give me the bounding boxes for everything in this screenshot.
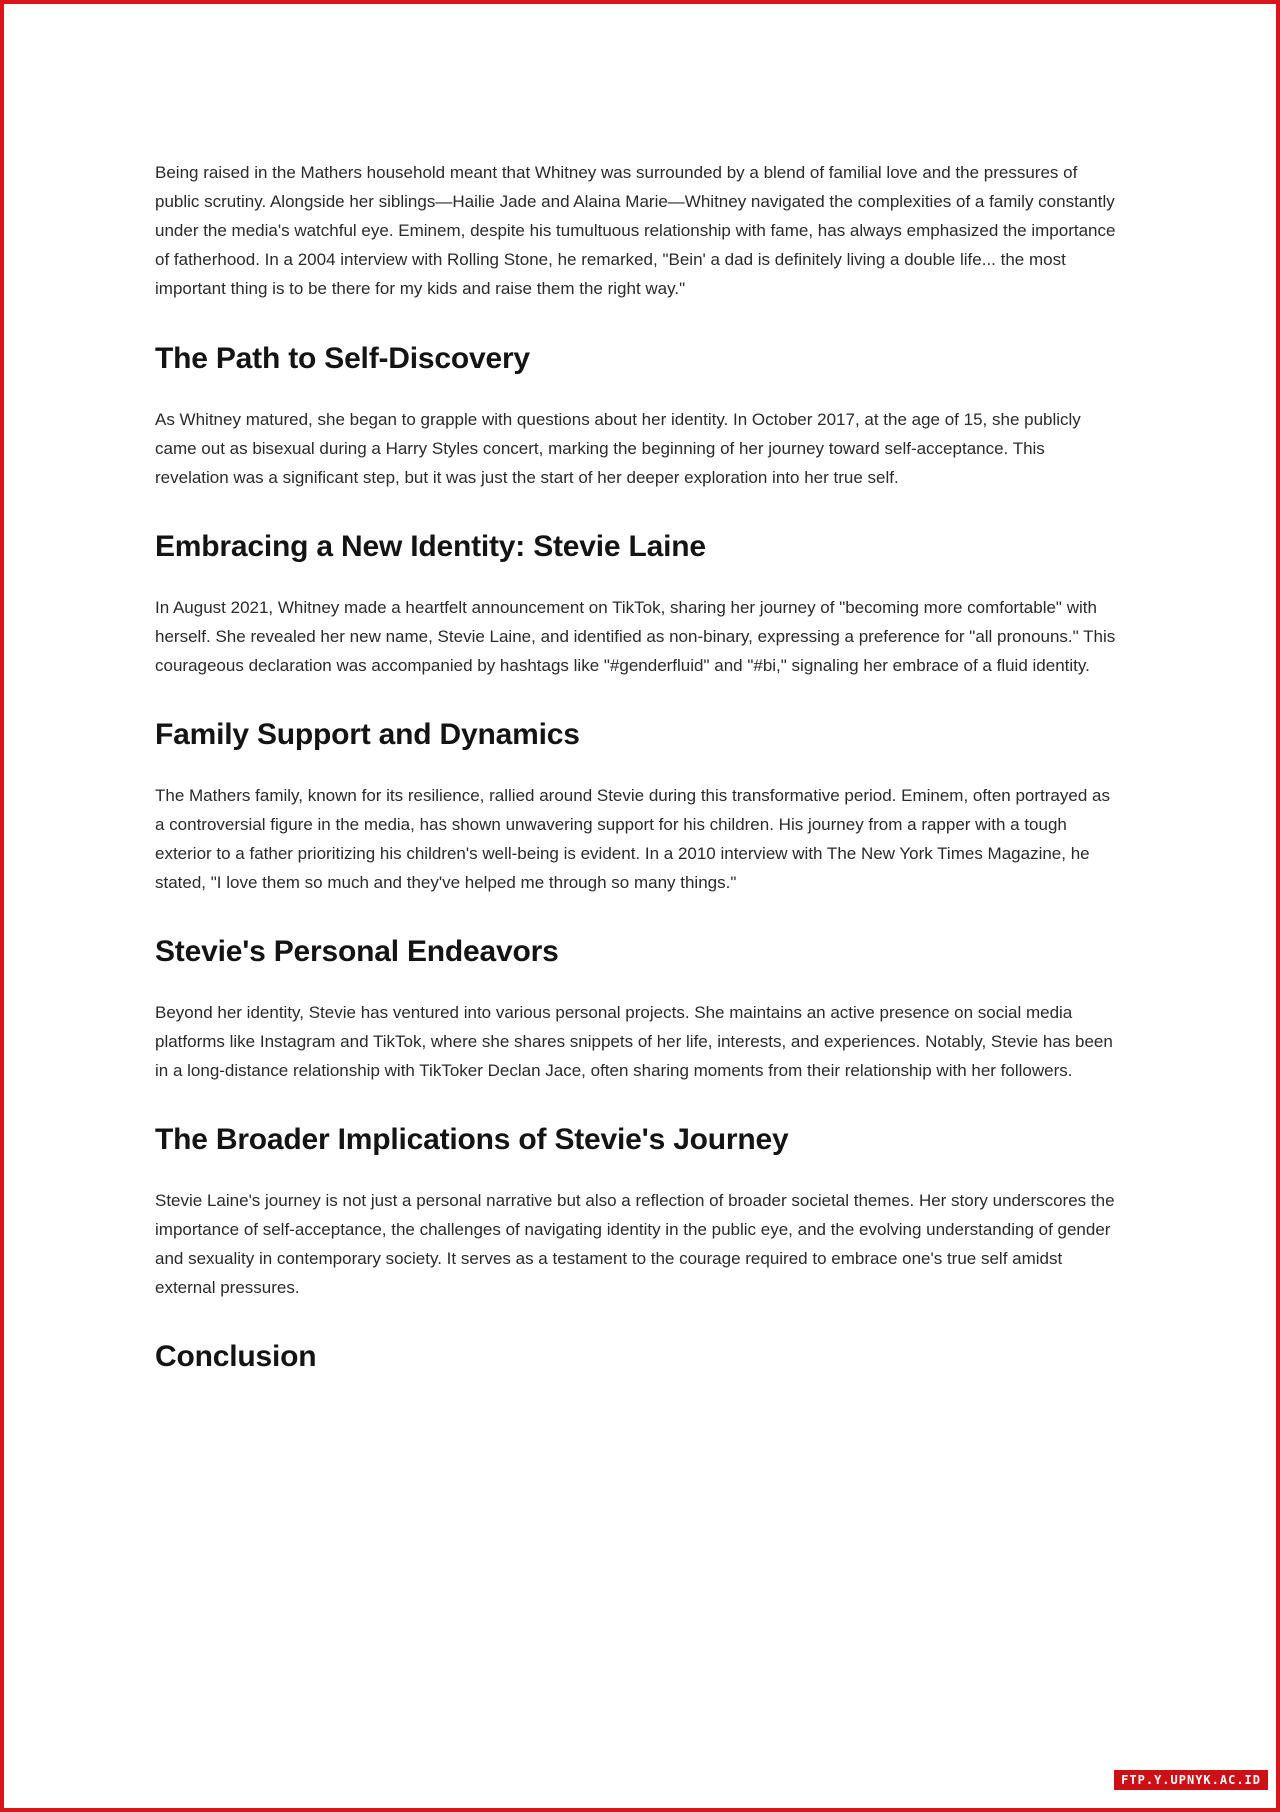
intro-paragraph: Being raised in the Mathers household meant that Whitney was surrounded by a blend of familial love and the pressures of public scrutiny. Alongside her siblings—Hailie Jade and Alaina Marie—Whitney navigated the complexities of a family constantly under the media's watchful eye. Eminem, despite his tumultuous relationship with fame, has always emphasized the importance of fatherhood. In a 2004 interview with Rolling Stone, he remarked, "Bein' a dad is definitely living a double life... the most important thing is to be there for my kids and raise them the right way." xyxy=(155,163,1116,298)
paragraph-broader-implications: Stevie Laine's journey is not just a personal narrative but also a reflection of broader societal themes. Her story underscores the importance of self-acceptance, the challenges of navigating identity in the public eye, and the evolving understanding of gender and sexuality in contemporary society. It serves as a testament to the courage required to embrace one's true self amidst external pressures. xyxy=(155,1191,1115,1297)
heading-family-support: Family Support and Dynamics xyxy=(155,718,580,751)
heading-new-identity: Embracing a New Identity: Stevie Laine xyxy=(155,530,706,563)
watermark-badge: FTP.Y.UPNYK.AC.ID xyxy=(1114,1770,1268,1790)
heading-conclusion: Conclusion xyxy=(155,1340,317,1373)
paragraph-family-support: The Mathers family, known for its resilience, rallied around Stevie during this transformative period. Eminem, often portrayed as a controversial figure in the media, has shown unwavering support for his children. His journey from a rapper with a tough exterior to a father prioritizing his children's well-being is evident. In a 2010 interview with The New York Times Magazine, he stated, "I love them so much and they've helped me through so many things." xyxy=(155,786,1110,892)
heading-broader-implications: The Broader Implications of Stevie's Journey xyxy=(155,1123,789,1156)
paragraph-personal-endeavors: Beyond her identity, Stevie has ventured into various personal projects. She maintains an active presence on social media platforms like Instagram and TikTok, where she shares snippets of her life, interests, and experiences. Notably, Stevie has been in a long-distance relationship with TikToker Declan Jace, often sharing moments from their relationship with her followers. xyxy=(155,1003,1113,1080)
paragraph-path-to-self-discovery: As Whitney matured, she began to grapple with questions about her identity. In October 2017, at the age of 15, she publicly came out as bisexual during a Harry Styles concert, marking the beginning of her journey toward self-acceptance. This revelation was a significant step, but it was just the start of her deeper exploration into her true self. xyxy=(155,410,1081,487)
heading-path-to-self-discovery: The Path to Self-Discovery xyxy=(155,342,530,375)
document-body xyxy=(155,158,1123,1403)
heading-personal-endeavors: Stevie's Personal Endeavors xyxy=(155,935,559,968)
paragraph-new-identity: In August 2021, Whitney made a heartfelt announcement on TikTok, sharing her journey of "becoming more comfortable" with herself. She revealed her new name, Stevie Laine, and identified as non-binary, expressing a preference for "all pronouns." This courageous declaration was accompanied by hashtags like "#genderfluid" and "#bi," signaling her embrace of a fluid identity. xyxy=(155,598,1116,675)
